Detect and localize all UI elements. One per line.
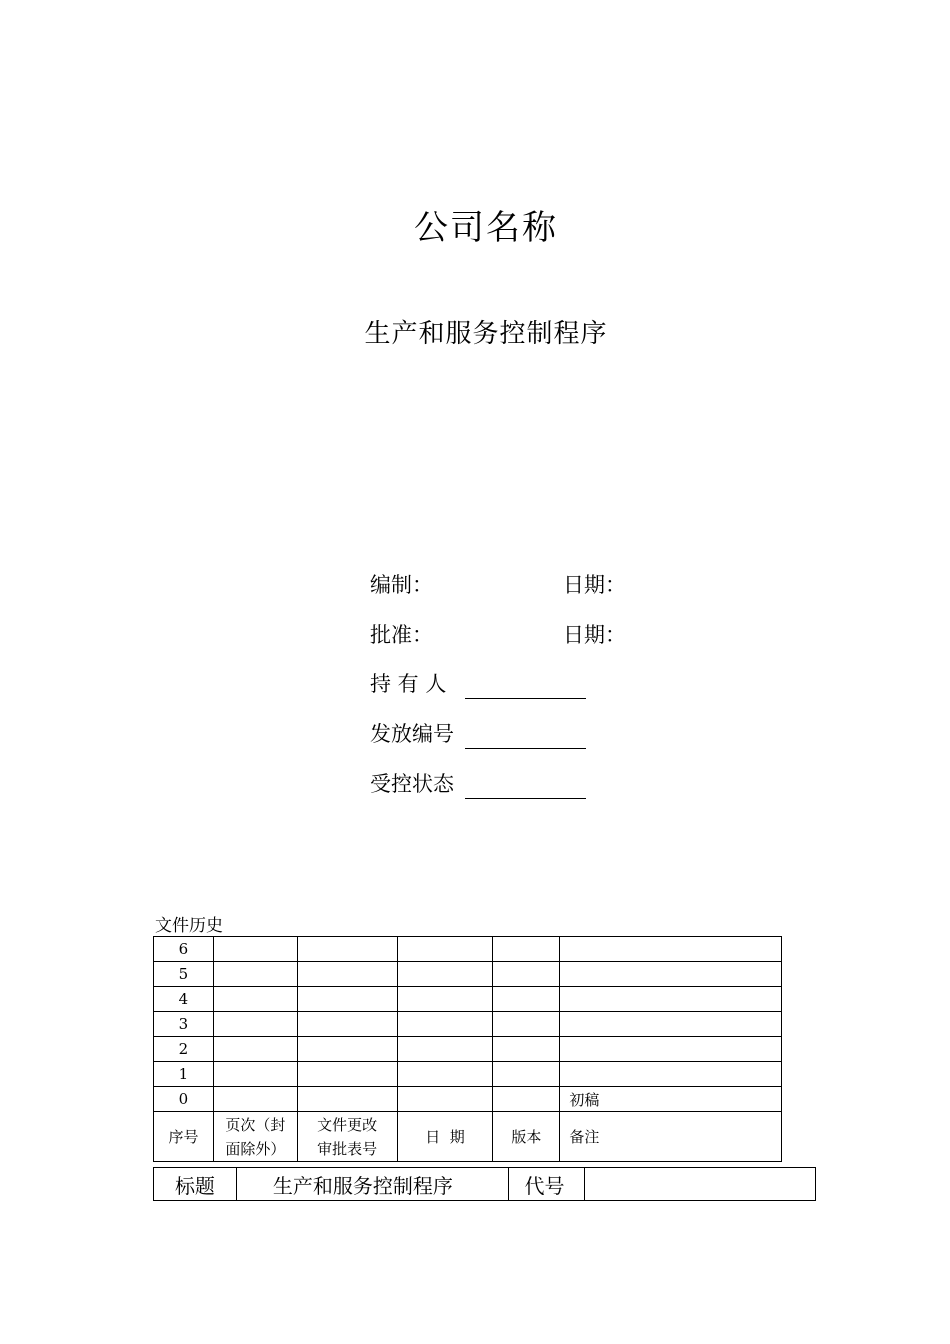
table-row [154, 1037, 782, 1062]
code-value [585, 1168, 816, 1201]
history-header-row [154, 1112, 782, 1162]
row-number: 1 [154, 1062, 214, 1087]
table-row [154, 1087, 782, 1112]
row-note [560, 962, 782, 987]
header-approval-line2: 审批表号 [317, 1139, 378, 1158]
document-title: 生产和服务控制程序 [364, 319, 608, 349]
company-name: 公司名称 [414, 208, 558, 248]
history-caption: 文件历史 [155, 916, 223, 936]
approver-label: 批准： [370, 623, 433, 647]
table-row [154, 1062, 782, 1087]
row-note: 初稿 [560, 1087, 782, 1112]
approver-date-label: 日期： [563, 623, 626, 647]
title-bar [153, 1167, 816, 1201]
compiler-label: 编制： [370, 573, 433, 597]
header-note: 备注 [560, 1112, 782, 1162]
row-number: 5 [154, 962, 214, 987]
row-note [560, 1012, 782, 1037]
issue-no-line [465, 748, 586, 749]
row-note [560, 987, 782, 1012]
header-pages-line1: 页次（封 [225, 1115, 286, 1134]
header-pages [213, 1112, 297, 1162]
holder-label: 持 有 人 [370, 672, 447, 696]
table-row [154, 962, 782, 987]
row-note [560, 1037, 782, 1062]
table-row [154, 937, 782, 962]
title-label: 标题 [154, 1168, 237, 1201]
control-status-label: 受控状态 [370, 772, 454, 796]
row-number: 6 [154, 937, 214, 962]
row-note [560, 937, 782, 962]
header-pages-line2: 面除外） [225, 1139, 286, 1158]
row-number: 4 [154, 987, 214, 1012]
issue-no-label: 发放编号 [370, 722, 454, 746]
row-number: 0 [154, 1087, 214, 1112]
row-note [560, 1062, 782, 1087]
header-approval-line1: 文件更改 [317, 1115, 378, 1134]
code-label: 代号 [509, 1168, 585, 1201]
title-value: 生产和服务控制程序 [236, 1168, 509, 1201]
holder-line [465, 698, 586, 699]
table-row [154, 987, 782, 1012]
compiler-date-label: 日期： [563, 573, 626, 597]
table-row [154, 1012, 782, 1037]
history-table [153, 936, 782, 1162]
header-no: 序号 [154, 1112, 214, 1162]
row-number: 3 [154, 1012, 214, 1037]
header-approval [297, 1112, 397, 1162]
header-version: 版本 [493, 1112, 560, 1162]
header-date: 日 期 [397, 1112, 493, 1162]
control-status-line [465, 798, 586, 799]
row-number: 2 [154, 1037, 214, 1062]
